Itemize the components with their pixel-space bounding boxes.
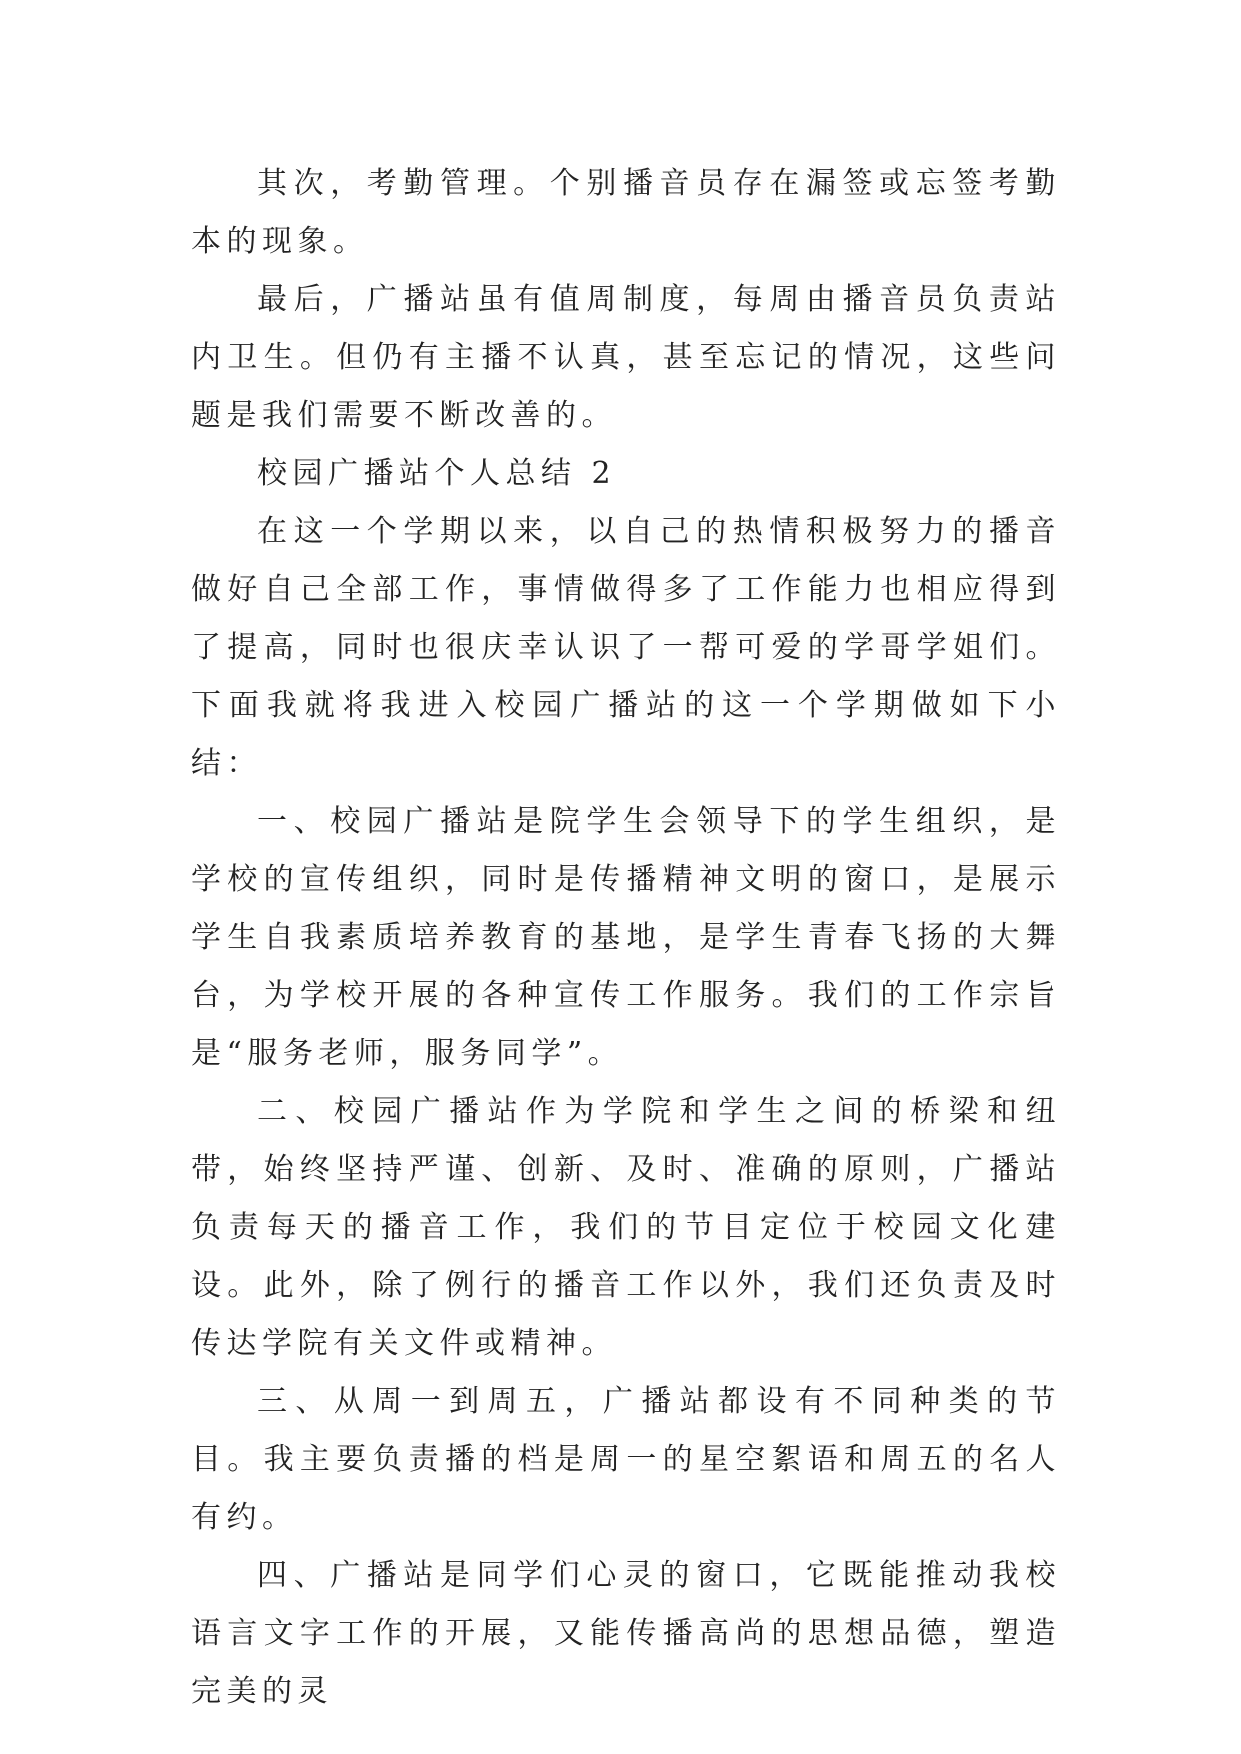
- paragraph-attendance: 其次，考勤管理。个别播音员存在漏签或忘签考勤本的现象。: [191, 166, 1061, 259]
- paragraph-point-1: 一、校园广播站是院学生会领导下的学生组织，是学校的宣传组织，同时是传播精神文明的窗口，是展示学生自我素质培养教育的基地，是学生青春飞扬的大舞台，为学校开展的各种宣传工作服务。我们的工作宗旨是“服务老师，服务同学”。: [191, 804, 1061, 1071]
- paragraph-intro: 在这一个学期以来，以自己的热情积极努力的播音做好自己全部工作，事情做得多了工作能力也相应得到了提高，同时也很庆幸认识了一帮可爱的学哥学姐们。下面我就将我进入校园广播站的这一个学期做如下小结：: [191, 514, 1061, 781]
- paragraph-point-4: 四、广播站是同学们心灵的窗口，它既能推动我校语言文字工作的开展，又能传播高尚的思想品德，塑造完美的灵: [191, 1558, 1061, 1709]
- paragraph-duty-hygiene: 最后，广播站虽有值周制度，每周由播音员负责站内卫生。但仍有主播不认真，甚至忘记的情况，这些问题是我们需要不断改善的。: [191, 282, 1061, 433]
- document-body: [191, 155, 1061, 1721]
- paragraph-point-2: 二、校园广播站作为学院和学生之间的桥梁和纽带，始终坚持严谨、创新、及时、准确的原则，广播站负责每天的播音工作，我们的节目定位于校园文化建设。此外，除了例行的播音工作以外，我们还负责及时传达学院有关文件或精神。: [191, 1094, 1061, 1361]
- paragraph-point-3: 三、从周一到周五，广播站都设有不同种类的节目。我主要负责播的档是周一的星空絮语和周五的名人有约。: [191, 1384, 1061, 1535]
- section-heading: 校园广播站个人总结 2: [257, 456, 617, 491]
